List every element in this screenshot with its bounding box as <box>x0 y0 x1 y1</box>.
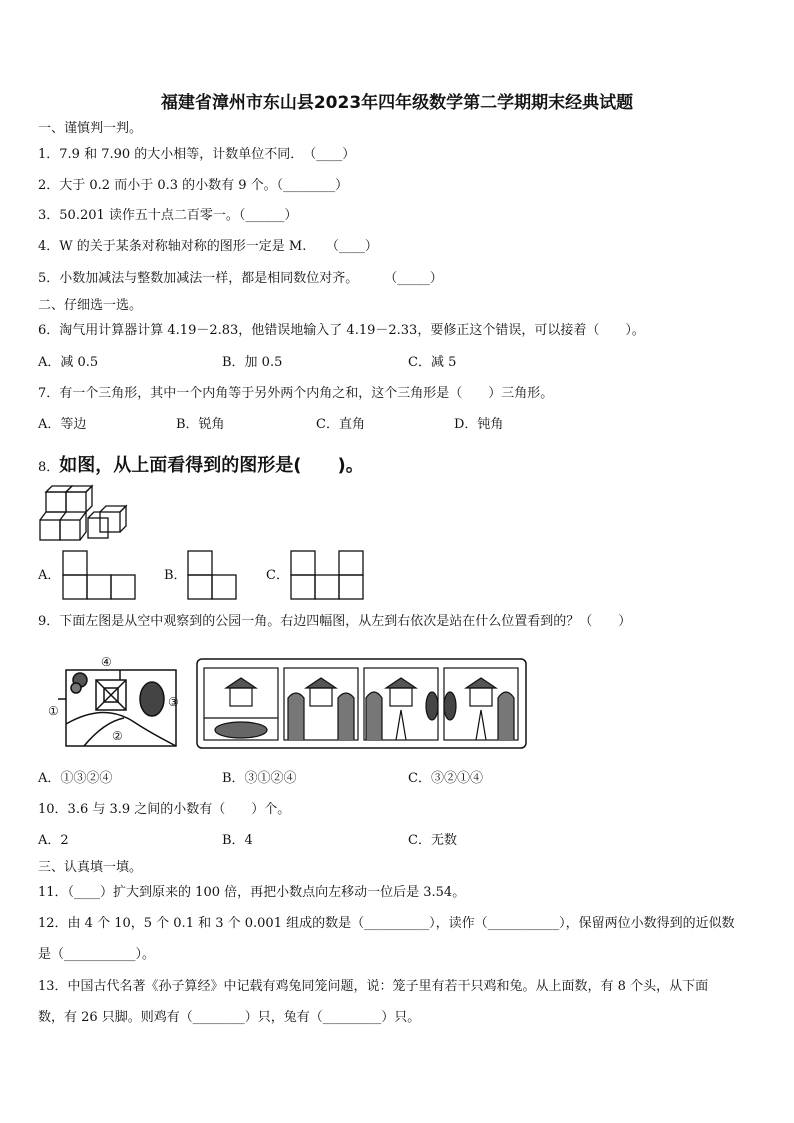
q6-option-a: A．减 0.5 <box>38 355 99 370</box>
q6-option-b: B．加 0.5 <box>222 355 283 370</box>
section-heading-choose: 二、仔细选一选。 <box>38 298 143 313</box>
q9-option-c: C．③②①④ <box>408 771 483 786</box>
question-12-line2: 是（___________）。 <box>38 947 156 962</box>
section-heading-fill: 三、认真填一填。 <box>38 860 143 875</box>
question-4: 4．W 的关于某条对称轴对称的图形一定是 M. （____） <box>38 239 378 254</box>
q8-option-a-label: A． <box>38 568 61 583</box>
q6-option-c: C．减 5 <box>408 355 457 370</box>
q8-option-a-grid <box>62 550 138 600</box>
q7-option-b: B．锐角 <box>176 417 225 432</box>
map-marker-2: ② <box>112 729 123 743</box>
question-11: 11．（____）扩大到原来的 100 倍，再把小数点向左移动一位后是 3.54。 <box>38 885 466 900</box>
question-2: 2．大于 0.2 而小于 0.3 的小数有 9 个。（________） <box>38 178 349 193</box>
q8-number: 8． <box>38 460 60 475</box>
q10-option-a: A．2 <box>38 833 69 848</box>
map-marker-1: ① <box>48 704 59 718</box>
q8-text: 如图，从上面看得到的图形是( )。 <box>59 455 364 476</box>
q8-option-b-label: B． <box>164 568 187 583</box>
cube-stack-figure <box>38 484 128 542</box>
question-6: 6．淘气用计算器计算 4.19－2.83，他错误地输入了 4.19－2.33，要修正这个错误，可以接着（ ）。 <box>38 323 645 338</box>
question-9: 9．下面左图是从空中观察到的公园一角。右边四幅图，从左到右依次是站在什么位置看到的？（ ） <box>38 614 632 629</box>
q8-option-c-grid <box>290 550 368 600</box>
q10-option-c: C．无数 <box>408 833 457 848</box>
q7-option-a: A．等边 <box>38 417 87 432</box>
question-5: 5．小数加减法与整数加减法一样，都是相同数位对齐。 （_____） <box>38 271 443 286</box>
question-7: 7．有一个三角形，其中一个内角等于另外两个内角之和，这个三角形是（ ）三角形。 <box>38 386 554 401</box>
q8-option-c-label: C． <box>266 568 289 583</box>
page-title: 福建省漳州市东山县2023年四年级数学第二学期期末经典试题 <box>160 93 634 113</box>
question-13-line1: 13．中国古代名著《孙子算经》中记载有鸡兔同笼问题，说：笼子里有若干只鸡和兔。从上面数，有 8 个头，从下面 <box>38 979 709 994</box>
q7-option-d: D．钝角 <box>454 417 504 432</box>
q10-option-b: B．4 <box>222 833 253 848</box>
question-3: 3．50.201 读作五十点二百零一。（______） <box>38 208 298 223</box>
question-1: 1．7.9 和 7.90 的大小相等，计数单位不同． （____） <box>38 147 356 162</box>
four-views-figure <box>196 658 528 750</box>
section-heading-judge: 一、谨慎判一判。 <box>38 121 143 136</box>
question-13-line2: 数，有 26 只脚。则鸡有（________）只，兔有（_________）只。 <box>38 1010 421 1025</box>
q8-option-b-grid <box>187 550 239 600</box>
q9-option-b: B．③①②④ <box>222 771 297 786</box>
question-8 <box>38 455 364 479</box>
question-10: 10．3.6 与 3.9 之间的小数有（ ）个。 <box>38 802 291 817</box>
q7-option-c: C．直角 <box>316 417 365 432</box>
map-marker-4: ④ <box>101 655 112 669</box>
map-marker-3: ③ <box>168 695 179 709</box>
question-12-line1: 12．由 4 个 10，5 个 0.1 和 3 个 0.001 组成的数是（__________），读作（___________），保留两位小数得到的近似数 <box>38 916 735 931</box>
q9-option-a: A．①③②④ <box>38 771 113 786</box>
